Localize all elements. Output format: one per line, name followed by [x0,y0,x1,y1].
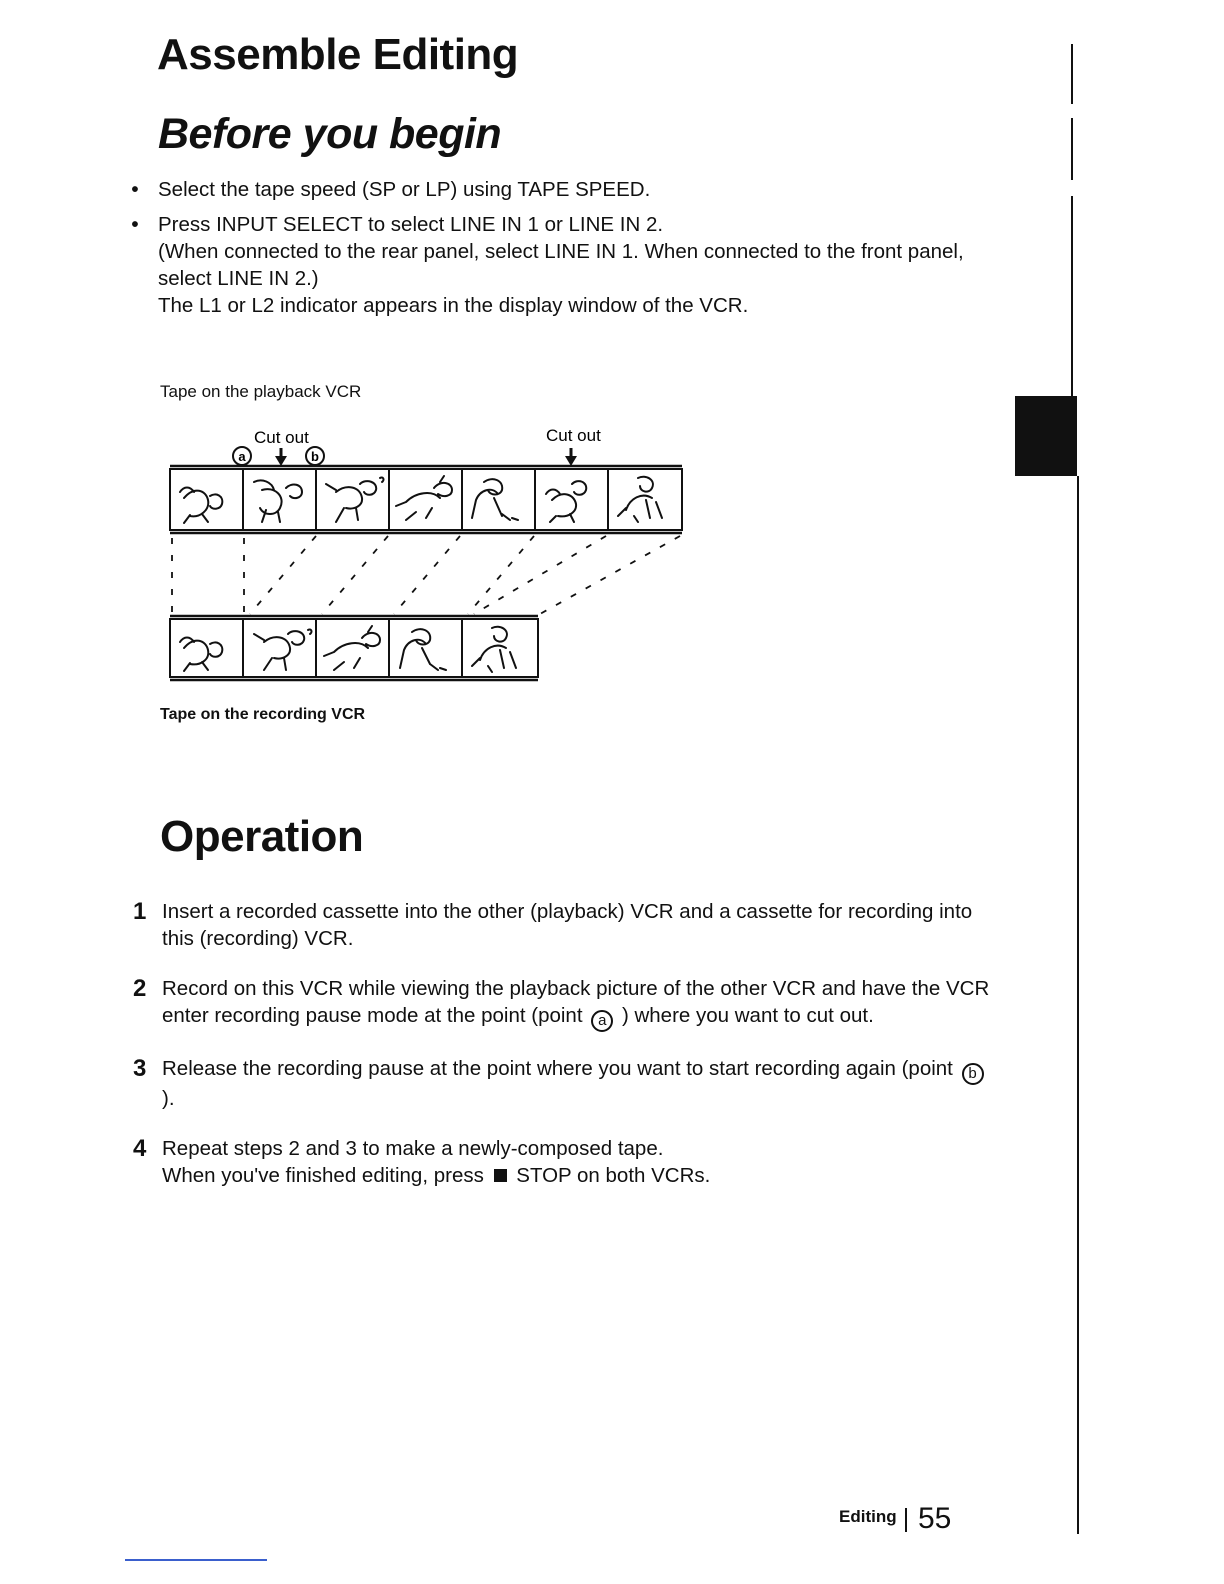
margin-rule [1071,118,1073,180]
operation-heading: Operation [160,812,364,861]
dog-icon [326,477,383,522]
step-text-part: Record on this VCR while viewing the playback picture of the other VCR and have the VCR enter recording pause mode at the point (point [162,977,990,1027]
bullet-text: Press INPUT SELECT to select LINE IN 1 or LINE IN 2. [158,213,664,236]
margin-rule [1077,476,1079,1534]
bullet-icon: • [131,178,139,201]
step-text [162,975,993,1032]
operation-steps [133,898,993,1212]
step-text [162,1055,993,1112]
point-b-label: b [311,449,319,464]
point-a-marker [233,447,251,465]
cut-out-label: Cut out [254,428,309,447]
bullet-note: (When connected to the rear panel, select LINE IN 1. When connected to the front panel, select LINE IN 2.) [158,240,964,290]
before-you-begin-list [130,176,990,327]
playback-tape [170,466,682,533]
step-text: Insert a recorded cassette into the other (playback) VCR and a cassette for recording into this (recording) VCR. [162,900,973,950]
down-arrow-icon [275,448,287,466]
before-you-begin-heading: Before you begin [158,110,502,158]
footer-divider [905,1508,907,1532]
dog-icon [180,488,222,524]
step-note [162,1162,993,1189]
point-b-icon: b [962,1063,984,1085]
margin-rule [1071,44,1073,104]
bottom-rule [125,1559,267,1561]
bullet-icon: • [131,213,139,236]
dog-icon [618,477,662,522]
step-text-part: ) where you want to cut out. [621,1004,874,1027]
down-arrow-icon [565,448,577,466]
bullet-text: Select the tape speed (SP or LP) using TAPE SPEED. [158,178,651,201]
dog-icon [400,629,446,670]
point-a-label: a [238,449,246,464]
step-text-part: Release the recording pause at the point where you want to start recording again (point [162,1057,953,1080]
dog-icon [180,638,222,672]
step-1 [133,898,993,952]
connection-lines [172,536,680,616]
section-tab [1015,396,1077,476]
recording-tape [170,616,538,680]
point-b-marker [306,447,324,465]
dog-icon [546,481,586,522]
step-text-part: When you've finished editing, press [162,1164,484,1187]
step-number: 4 [133,1135,147,1162]
page-title: Assemble Editing [157,30,519,79]
cut-out-label: Cut out [546,426,601,445]
step-2 [133,975,993,1032]
step-text-part: ). [162,1087,175,1110]
step-4 [133,1135,993,1189]
dog-icon [324,626,380,670]
page-number: 55 [918,1502,952,1535]
step-number: 3 [133,1055,147,1082]
step-text-part: STOP on both VCRs. [516,1164,711,1187]
footer-section-label: Editing [839,1507,897,1526]
step-text: Repeat steps 2 and 3 to make a newly-composed tape. [162,1137,664,1160]
point-a-icon: a [591,1010,613,1032]
step-number: 2 [133,975,147,1002]
list-item [130,211,990,319]
playback-tape-caption: Tape on the playback VCR [160,382,362,401]
margin-rule [1071,196,1073,396]
dog-icon [472,479,518,520]
step-3 [133,1055,993,1112]
bullet-note: The L1 or L2 indicator appears in the display window of the VCR. [158,294,749,317]
dog-icon [396,476,452,520]
recording-tape-caption: Tape on the recording VCR [160,706,366,723]
list-item [130,176,990,203]
stop-icon [494,1169,507,1182]
dog-icon [254,480,302,522]
dog-icon [472,627,516,672]
dog-icon [254,629,311,670]
assemble-editing-diagram [150,420,690,690]
step-number: 1 [133,898,147,925]
